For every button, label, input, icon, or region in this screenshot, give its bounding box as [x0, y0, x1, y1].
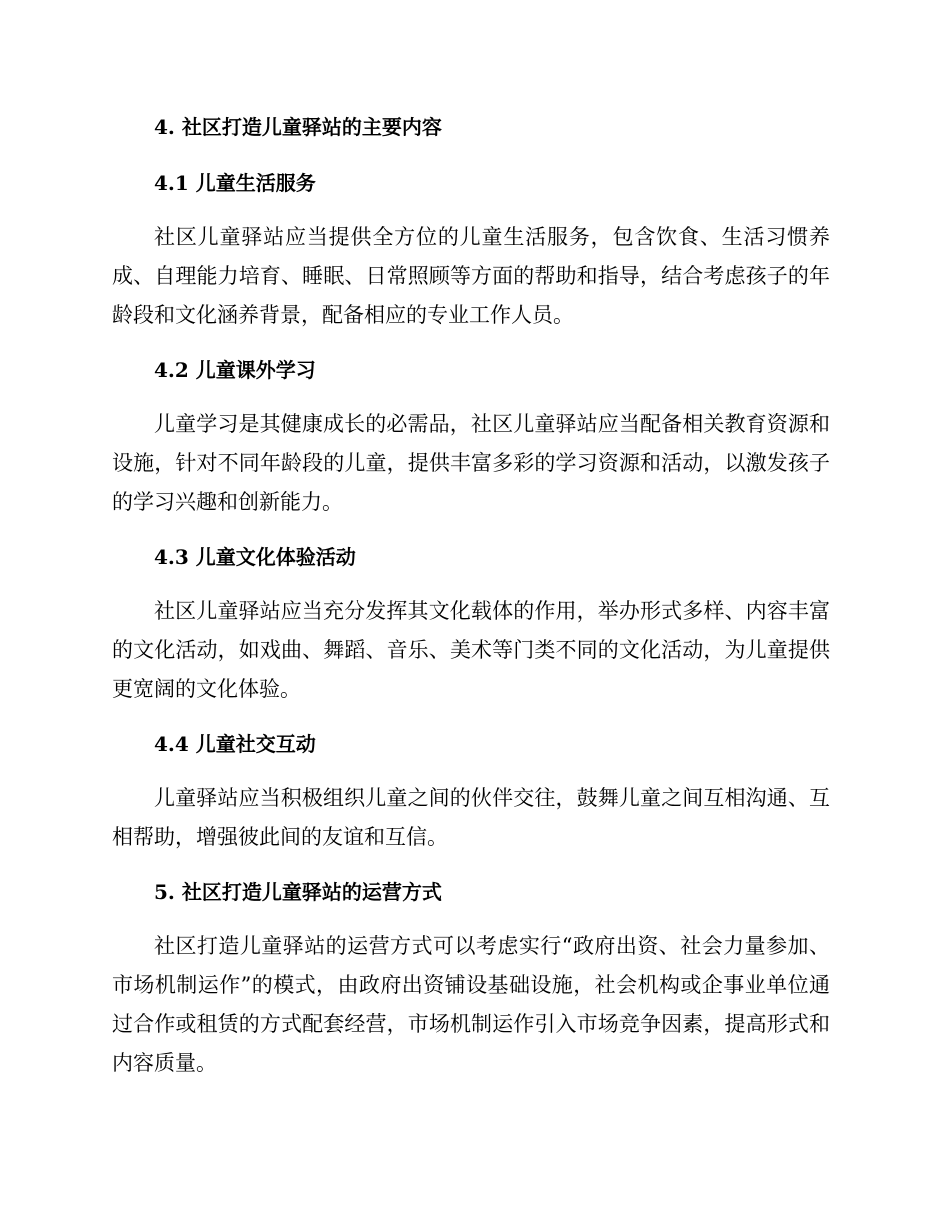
subsection-4-4-heading: 4.4 儿童社交互动 [154, 732, 316, 756]
subsection-4-2-heading: 4.2 儿童课外学习 [154, 358, 316, 382]
subsection-4-3-paragraph: 社区儿童驿站应当充分发挥其文化载体的作用，举办形式多样、内容丰富的文化活动，如戏曲、舞蹈、音乐、美术等门类不同的文化活动，为儿童提供更宽阔的文化体验。 [112, 599, 830, 701]
subsection-4-4-paragraph: 儿童驿站应当积极组织儿童之间的伙伴交往，鼓舞儿童之间互相沟通、互相帮助，增强彼此间的友谊和互信。 [112, 786, 830, 849]
subsection-4-3-heading: 4.3 儿童文化体验活动 [154, 545, 356, 569]
subsection-4-1-paragraph: 社区儿童驿站应当提供全方位的儿童生活服务，包含饮食、生活习惯养成、自理能力培育、睡眠、日常照顾等方面的帮助和指导，结合考虑孩子的年龄段和文化涵养背景，配备相应的专业工作人员。 [112, 225, 830, 327]
document-page [112, 108, 830, 1099]
section-5-paragraph: 社区打造儿童驿站的运营方式可以考虑实行“政府出资、社会力量参加、市场机制运作”的模式，由政府出资铺设基础设施，社会机构或企事业单位通过合作或租赁的方式配套经营，市场机制运作引入市场竞争因素，提高形式和内容质量。 [112, 934, 830, 1075]
section-5-heading: 5. 社区打造儿童驿站的运营方式 [154, 880, 442, 904]
subsection-4-1-heading: 4.1 儿童生活服务 [154, 171, 316, 195]
section-4-heading: 4. 社区打造儿童驿站的主要内容 [154, 115, 442, 139]
subsection-4-2-paragraph: 儿童学习是其健康成长的必需品，社区儿童驿站应当配备相关教育资源和设施，针对不同年龄段的儿童，提供丰富多彩的学习资源和活动，以激发孩子的学习兴趣和创新能力。 [112, 412, 830, 514]
